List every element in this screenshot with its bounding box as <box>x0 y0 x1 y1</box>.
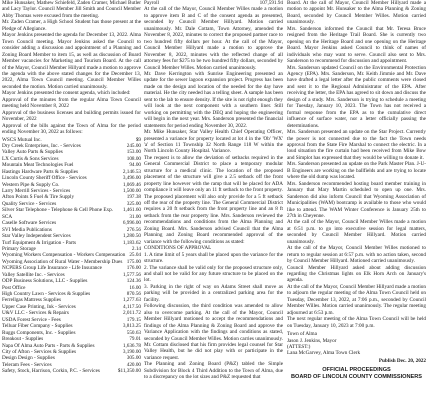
ledger-vendor: City of Afton - Services & Supplies <box>2 348 77 355</box>
signature-town: Town of Alma <box>287 331 317 338</box>
ledger-vendor: Valley Auto Parts & Supplies <box>2 149 63 156</box>
park-plan-paragraph: Mrs. Sanderson presented an update on the Park Master Plan. J-U-B Engineers are working on the ballfields and are trying to locate where the old dump was located. <box>287 161 426 181</box>
ledger-amount: 2,011.72 <box>123 310 141 317</box>
bills-approval-paragraph: Approval of the bills against the Town of Alma for the period ending November 30, 2022 as follows: <box>2 122 141 136</box>
minutes-approval-paragraph: Approval of the minutes from the regular Alma Town Council meeting held November 8, 2022 <box>2 96 141 110</box>
next-meeting-paragraph: The next regular meeting of the Alma Town Council will be held on Tuesday, January 10, 2023 at 7:00 p.m. <box>287 316 426 329</box>
ledger-amount: $11,350.00 <box>117 368 141 375</box>
pledge-paragraph: Mr. Zaden Cramer, a High School Student has those present at the Pledge of Allegiance. <box>2 19 141 32</box>
column-2 <box>144 0 283 381</box>
ledger-amount: 1,069.46 <box>122 181 141 188</box>
ledger-vendor: LX Curtis & Sons Services <box>2 155 59 162</box>
ledger-amount: 1,280.50 <box>122 233 141 240</box>
sewer-lagoon-paragraph: Mr. Dave Kerrington with Sunrise Engineering presented an update for the sewer lagoon expansion project. Progress has been made on the design and location of the needed for the day have material. He the city needed has a telling sheet. A sample has been sent to the lab to ensure density. If the site is not right enough they will look at the next component with a southern liner. Still working on permitting with the DEQ and hoping the engineering will begin in the next year. Mrs. Sanderson presented the financial statements for period ending November 30, 2022. <box>144 70 283 129</box>
ledger-vendor: High Country Lawn - Services & Supplies <box>2 291 91 298</box>
payroll-amount: 107,591.94 <box>259 0 283 6</box>
ledger-vendor: Ruggs Components, Inc. - Supplies <box>2 329 76 336</box>
ledger-amount: 1,500.00 <box>122 188 141 195</box>
ledger-amount: 325.00 <box>126 200 141 207</box>
ledger-vendor: Mountain Meat Technologies Fuel <box>2 162 74 169</box>
ledger-vendor: Telluar Fiber Company - Supplies <box>2 323 73 330</box>
ledger-vendor: Afton Points S Fuel & Tire Supply <box>2 194 75 201</box>
ledger-vendor: SVI Media Publications <box>2 226 52 233</box>
ledger-vendor: Hastings Hardware Parts & Supplies <box>2 168 79 175</box>
ledger-amount: 245.00 <box>126 142 141 149</box>
ledger-amount: 179.15 <box>126 316 141 323</box>
christmas-lights-paragraph: Council Member Hillyard asked about adding discussion regarding the Christmas lights on Elk Horn Arch on January's agenda. <box>287 264 426 284</box>
variance-intro-paragraph: Mr. Mike Hunsaker, Star Valley Health Chief Operating Officer, presented a variance for property located at lot 4 in the 'Ob' 'WX' 'a' of Section 11 Township 32 North Range 118 W within the North Lincoln County Hospital. Variance. <box>144 129 283 155</box>
ledger-vendor: Design Design - Supplies <box>2 355 55 362</box>
ledger-amount: 79.01 <box>129 336 141 343</box>
ledger-vendor: Wyoming Association of Rural Water - Membership Dues <box>2 258 123 265</box>
ledger-vendor: Teleram Fees - Services <box>2 361 52 368</box>
ledger-vendor: Primary Storage <box>2 245 36 252</box>
ledger-row <box>2 368 141 374</box>
payroll-label: Payroll <box>144 0 159 6</box>
ledger-vendor: ODP Business Solutions, LLC - Supplies <box>2 278 88 285</box>
epa-update-paragraph: Mrs. Sanderson updated Council on the Environmental Protection Agency (EPA). Mrs. Sanderson, Mr. Keith Jimmie and Mr. Dave have drafted a legal letter after the public comments were closed and sent it to the Regional Administrator of the EPA. After receiving the letter, the EPA has agreed to sit down and discuss the design of a study. Mrs. Sanderson is trying to schedule a meeting for Tuesday, January 10, 2023. The Town has not received a formal response from the EPA as to the cumulative direct influence of surface water, nor a letter officially passing the determinations. <box>287 64 426 129</box>
ledger-vendor: Lincoln County Sheriff Office - Services <box>2 175 87 182</box>
ledger-amount: 31.00 <box>129 213 141 220</box>
ledger-vendor: Napa Of Alma Auto Parts - Parts & Supplies <box>2 342 95 349</box>
subdivision-paragraph: The Planning and Zoning Board (P&Z) tabled the Simple Subdivision for Block 4 Third Addition to the Town of Alma, due to a discrepancy on the lot sizes and P&Z requested that <box>144 361 283 381</box>
ledger-amount: 1,461.60 <box>122 207 141 214</box>
pz-appointment-paragraph: Board. At the call of Mayor, Council Member Hillyard made a motion to appoint Mr. Hunsaker to the Alma Planning & Zoning Board, seconded by Council Member Willes. Motion carried unanimously. <box>287 0 426 26</box>
ledger-vendor: U&V LLC - Services & Repairs <box>2 310 69 317</box>
board-heading: BOARD OF LINCOLN COUNTY COMMISSIONERS <box>290 373 423 380</box>
ledger-amount: 1,183.62 <box>122 239 141 246</box>
ledger-row <box>2 207 141 213</box>
variance-motion-paragraph: Following discussion, the third condition was amended to allow also to overcome parking. At the call of the Mayor, Council Member Hillyard motioned to accept the recommendations and findings of the Alma Planning & Zoning Board and approve the Variance Application with the findings and conditions as stated, seconded by Council Member Willes. Motion carries unanimously. Mr. Cottam disclosed that his firm provides legal counsel for Star Valley Health, but he did not play with or participate in the variance request. <box>144 303 283 361</box>
ledger-vendor: Silver Star Telephone - Telephone & Cell Phone Exp. <box>2 207 114 214</box>
ledger-amount: 94.00 <box>129 162 141 169</box>
ledger-vendor: WSCS Mutual Inc. <box>2 136 42 143</box>
ledger-vendor: Quality Service - Services <box>2 200 57 207</box>
ledger-amount: 1,277.63 <box>122 297 141 304</box>
ledger-amount: 420.00 <box>126 361 141 368</box>
conditions-heading: CONDITIONS OF APPROVAL <box>144 245 212 252</box>
ledger-amount: 3,813.25 <box>122 323 141 330</box>
ledger-amount: 153.00 <box>126 149 141 156</box>
ledger-vendor: Valley Satellite Inc. - Services <box>2 271 65 278</box>
ledger-vendor: NCPERS Group Life Insurance - Life Insurance <box>2 265 102 272</box>
ledger-vendor: Breakout - Supplies <box>2 336 44 343</box>
ledger-vendor: Ferrellgas Mattress Supplies <box>2 297 62 304</box>
ledger-vendor: Safety, Stock, Harrison, Corkin, P.C. - Services <box>2 368 100 375</box>
ledger-amount: 276.56 <box>126 226 141 233</box>
consent-agenda-paragraph: Mayor Jenkins presented the consent agenda, which included: <box>2 90 131 97</box>
ledger-vendor: Upper Case Printing, Ink - Services <box>2 303 76 310</box>
signature-mayor: Jason J. Jenkins, Mayor <box>287 337 337 344</box>
ledger-amount: 3,496.00 <box>122 175 141 182</box>
signature-attest: (ATTEST:) <box>287 344 311 351</box>
ledger-vendor: Larry Merrill Services - Services <box>2 188 71 195</box>
project-update-paragraph: Mrs. Sanderson presented an update on the Star Project. Currently the power is not connected due to the fact the Town needs approval from the State Fire Marshal to connect the electric. In a loud situation the fire curtain had been received from Mike Bow and Simplot has expressed that they would be willing to donate it. <box>287 129 426 161</box>
adjourn-paragraph: At the call of the Mayor, Council Member Hillyard made a motion to adjourn the regular meeting of the Alma Town Council held on Tuesday, December 13, 2022, at 7:06 p.m., seconded by Council Member Willes. Motion carried unanimously. The regular meeting adjourned at 6:53 p.m. <box>287 283 426 316</box>
ledger-amount: 2.14 <box>131 245 141 252</box>
ledger-vendor: SCA <box>2 213 13 220</box>
bills-ledger <box>2 137 141 375</box>
ledger-vendor: Caselle Software Services <box>2 220 57 227</box>
training-paragraph: Mrs. Sanderson recommended hosting board member training in January that Mary Martin scheduled to open up one. Mrs. Sanderson did also inform Council that Wyoming Association of Municipalities (WAM) bootcamp is available to those who would like to attend. The WAM Winter Conference is January 25th to 27th in Cheyenne. <box>287 180 426 219</box>
ledger-amount: 1,636.78 <box>122 342 141 349</box>
licenses-approval-paragraph: Approval of the business licenses and building permits issued for November, 2022 <box>2 109 141 123</box>
ledger-amount: 1,577.56 <box>122 271 141 278</box>
ledger-vendor: Turf Equipment & Irrigation - Parts <box>2 239 77 246</box>
ledger-amount: 3,190.00 <box>122 348 141 355</box>
ledger-amount: 6,996.00 <box>122 220 141 227</box>
agenda-paragraph: Mayor Jenkins presented the agenda for December 13, 2022. Alma Town Council meeting. Mayor Jenkins asked the Council to consider adding a discussion and appointment of a Planning and Zoning Board Member to item 15, as well as discussion of Board Member vacancies for Marketing and Tourism Board. At the call of the Mayor, Council Member Hillyard made a motion to approve the agenda with the above stated changes for the December 13, 2022, Alma Town Council meeting. Council Member Willes seconded the motion. Motion carried unanimously. <box>2 32 141 90</box>
condition-2: 2. The variance shall be valid only for the proposed structure only, and shall not be valid for any future structure to be placed on the lot. <box>144 264 283 284</box>
ledger-vendor: Wyoming Workers Compensation - Workers Compensation <box>2 252 126 259</box>
ledger-amount: 550.63 <box>126 329 141 336</box>
ledger-amount: 124.36 <box>126 278 141 285</box>
ledger-amount: 16.00 <box>129 284 141 291</box>
executive-session-paragraph: At the call of the Mayor, Council Member Willes made a motion at 6:51 p.m. to go into executive session for legal matters, seconded by Council Member Hillyard. Motion carried unanimously. <box>287 219 426 245</box>
ledger-amount: 25.04 <box>129 252 141 259</box>
attendance-paragraph: Mike Hunsaker, Mathew Schiefeld, Zaden Cramer, Michael Butler and Lacy Taylor. Council Member Jill Smith and Council Member Abby Thomas were excused from the meeting. <box>2 0 141 19</box>
ledger-vendor: Dry Creek Enterprises, Inc. - Services <box>2 142 81 149</box>
ledger-vendor: Star Valley Independent Services <box>2 233 71 240</box>
condition-3: 3. Parking in the right of way on Adams Street shall move as parking will be provided in a centralized parking area for the facility. <box>144 283 283 303</box>
ledger-vendor: Western Pipe & Supply Co. <box>2 181 60 188</box>
ledger-vendor: USDA Forest Service - Fees <box>2 316 61 323</box>
publish-date: Publish Dec. 20, 2022 <box>378 357 426 364</box>
signature-clerk: Lana McGarvey, Alma Town Clerk <box>287 350 361 357</box>
ledger-vendor: Post Office <box>2 284 26 291</box>
heritage-board-paragraph: Mrs. Sanderson informed the Council that Mr. Teresa Bruce resigned from the Heritage Trail Board. She is currently two opening on the Heritage Board and one opening on the Heritage Board. Mayor Jenkins asked Council to think of names of individuals who may want to serve. Council also sent to Mrs. Sanderson to recommend for discussion and appointment. <box>287 25 426 65</box>
ledger-amount: $9 <box>135 136 141 143</box>
signature-block <box>287 331 426 357</box>
variance-detail-paragraph: The request is to allow the deviation of setbacks required in the General Commercial District to place a temporary modular structure for a medical clinic. The location of the proposed placement of the structure will give a 2.5 setback off the front property line however with the ramp that will be placed for ADA compliance it will leave only an 11 ft setback to the front property. The proposed placement will also only provide for a 5 ft setback off the rear of the property line. The General Commercial District requires a 20 ft setback from the front property line and an 8 ft setback from the rear property line. Mrs. Sanderson reviewed the recommendations and conditions from the Alma Planning and Zoning Board. Mrs. Sanderson advised Council that the Alma Planning and Zoning Board recommended approval of the variance with the following conditions as stated: <box>144 154 283 245</box>
column-1 <box>2 0 141 375</box>
condition-1: 1. A time limit of 5 years shall be placed upon the variance for the structure. <box>144 251 283 265</box>
ledger-amount: 870.56 <box>126 291 141 298</box>
ledger-amount: 108.00 <box>126 155 141 162</box>
ledger-amount: 2,146.53 <box>122 168 141 175</box>
ledger-amount: 305.00 <box>126 355 141 362</box>
ledger-amount: 197.38 <box>126 194 141 201</box>
regular-session-paragraph: At the call of the Mayor, Council Member Willes motioned to return to regular session at 6:57 p.m. with no action taken, second by Council Member Hillyard. Motioned carried unanimously. <box>287 245 426 265</box>
consent-motion-paragraph: At the call of the Mayor, Council Member Willes made a motion to approve item B and C of the consent agenda as presented, seconded by Council Member Hillyard. Motion carried unanimously. Mr. Dale Cottam, Town Attorney, amended the November 8, 2022, minutes to correct the proposed partner race to two hundred fifty dollars per hour. At the call of the Mayor, Council Member Hillyard made a motion to approve the November 8, 2022, minutes with the reflected change of all attorney fees for $275 to be two hundred fifty dollars, seconded by Council Member Willes. Motion carried unanimously. <box>144 6 283 71</box>
ledger-amount: 175.00 <box>126 258 141 265</box>
ledger-amount: 4,117.50 <box>123 303 141 310</box>
ledger-amount: 176.00 <box>126 265 141 272</box>
column-3 <box>287 0 426 381</box>
official-proceedings-heading: OFFICIAL PROCEEDINGS <box>322 367 391 374</box>
